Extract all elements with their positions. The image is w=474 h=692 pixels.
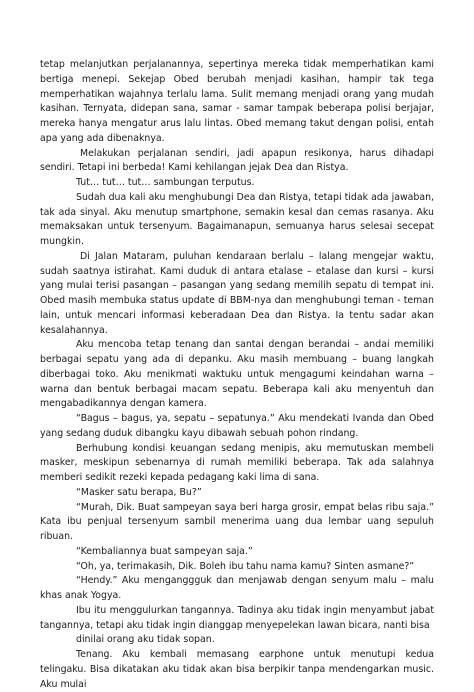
paragraph: Berhubung kondisi keuangan sedang menipis, aku memutuskan membeli masker, meskipun sebenarnya di rumah memiliki beberapa. Tak ada salahnya memberi sedikit rezeki kepada pedagang kaki lima di sana.: [40, 442, 434, 483]
paragraph: “Oh, ya, terimakasih, Dik. Boleh ibu tahu nama kamu? Sinten asmane?”: [76, 560, 415, 572]
paragraph: Tut… tut… tut… sambungan terputus.: [76, 177, 255, 188]
paragraph: Sudah dua kali aku menghubungi Dea dan Ristya, tetapi tidak ada jawaban, tak ada sinyal. Aku menutup smartphone, semakin kesal dan cemas rasanya. Aku memaksakan untuk tersenyum. Bagaimanapun, semuanya harus selesai secepat mungkin.: [40, 191, 434, 247]
paragraph: “Murah, Dik. Buat sampeyan saya beri harga grosir, empat belas ribu saja.” Kata ibu penjual tersenyum sambil menerima uang dua lembar uang sepuluh ribuan.: [40, 501, 434, 542]
paragraph: Di Jalan Mataram, puluhan kendaraan berlalu – lalang mengejar waktu, sudah saatnya istirahat. Kami duduk di antara etalase – etalase dan kursi – kursi yang mulai terisi pasangan – pasangan yang sedang memilih sepatu di tempat ini. Obed masih membuka status update di BBM-nya dan menghubungi teman - teman lain, untuk mencari informasi keberadaan Dea dan Ristya. Ia tentu sadar akan kesalahannya.: [40, 250, 434, 336]
paragraph: “Kembaliannya buat sampeyan saja.”: [76, 545, 253, 557]
paragraph: “Bagus – bagus, ya, sepatu – sepatunya.” Aku mendekati Ivanda dan Obed yang sedang duduk dibangku kayu dibawah sebuah pohon rindang.: [40, 413, 434, 439]
paragraph: dinilai orang aku tidak sopan.: [76, 634, 215, 646]
paragraph: Ibu itu menggulurkan tangannya. Tadinya aku tidak ingin menyambut jabat tangannya, tetapi aku tidak ingin dianggap menyepelekan lawan bicara, nanti bisa: [40, 604, 434, 631]
paragraph: Aku mencoba tetap tenang dan santai dengan berandai – andai memiliki berbagai sepatu yang ada di depanku. Aku masih membuang – buang langkah diberbagai toko. Aku menikmati waktuku untuk mengagumi keindahan warna – warna dan bentuk berbagai macam sepatu. Beberapa kali aku menyentuh dan mengabadikannya dengan kamera.: [40, 339, 434, 410]
paragraph: Melakukan perjalanan sendiri, jadi apapun resikonya, harus dihadapi sendiri. Tetapi ini berbeda! Kami kehilangan jejak Dea dan Ristya.: [40, 147, 434, 174]
paragraph: “Hendy.” Aku menganggguk dan menjawab dengan senyum malu – malu khas anak Yogya.: [40, 575, 434, 601]
body-text: [40, 58, 434, 692]
paragraph: Tenang. Aku kembali memasang earphone untuk menutupi kedua telingaku. Bisa dikatakan aku tidak akan bisa berpikir tanpa mendengarkan music. Aku mulai: [40, 649, 434, 690]
paragraph: tetap melanjutkan perjalanannya, sepertinya mereka tidak memperhatikan kami bertiga menepi. Sekejap Obed berubah menjadi kasihan, hampir tak tega memperhatikan wajahnya terlalu lama. Sulit memang menjadi orang yang mudah kasihan. Ternyata, didepan sana, samar - samar tampak beberapa polisi berjajar, mereka hanya mengatur arus lalu lintas. Obed memang takut dengan polisi, entah apa yang ada dibenaknya.: [40, 59, 434, 144]
paragraph: “Masker satu berapa, Bu?”: [76, 486, 202, 498]
